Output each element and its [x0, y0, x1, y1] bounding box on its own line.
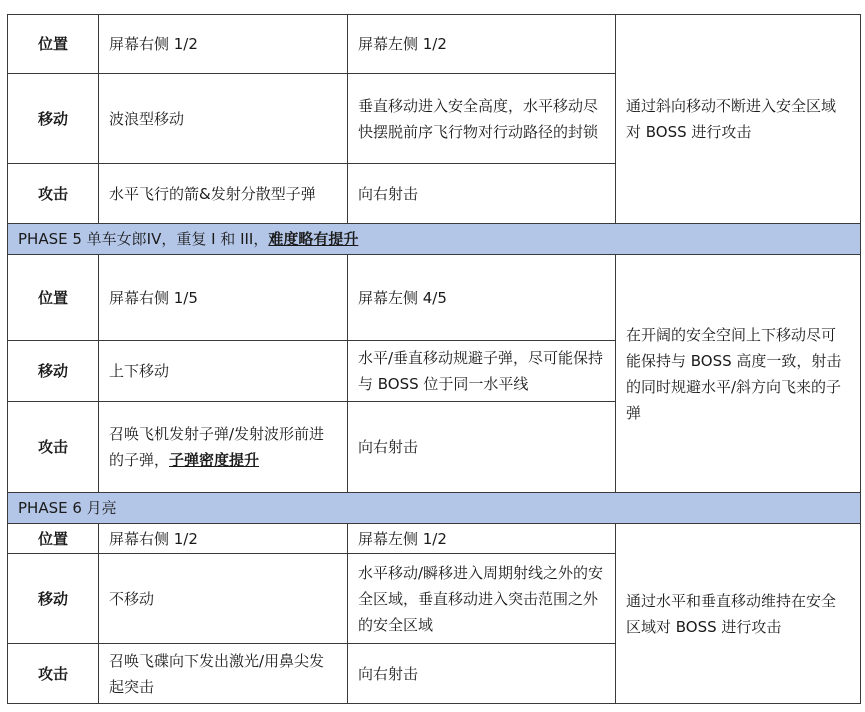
- row-label-attack: 攻击: [8, 644, 99, 704]
- boss-position-cell: 屏幕右侧 1/2: [99, 15, 348, 74]
- boss-attack-cell: 水平飞行的箭&发射分散型子弹: [99, 164, 348, 224]
- strategy-summary-cell: 在开阔的安全空间上下移动尽可能保持与 BOSS 高度一致，射击的同时规避水平/斜方向飞来的子弹: [616, 255, 861, 493]
- boss-phase-table: [7, 14, 861, 704]
- boss-position-cell: 屏幕右侧 1/2: [99, 524, 348, 554]
- player-attack-cell: 向右射击: [348, 164, 616, 224]
- phase-emphasis: 难度略有提升: [268, 230, 359, 248]
- row-label-movement: 移动: [8, 341, 99, 402]
- player-movement-cell: 水平/垂直移动规避子弹，尽可能保持与 BOSS 位于同一水平线: [348, 341, 616, 402]
- phase-header-row: [8, 224, 861, 255]
- strategy-summary-cell: 通过水平和垂直移动维持在安全区域对 BOSS 进行攻击: [616, 524, 861, 704]
- row-label-position: 位置: [8, 524, 99, 554]
- phase-header-row: [8, 493, 861, 524]
- boss-attack-text: 召唤飞机发射子弹/发射波形前进的子弹，: [109, 425, 325, 469]
- row-label-attack: 攻击: [8, 402, 99, 493]
- player-position-cell: 屏幕左侧 1/2: [348, 15, 616, 74]
- player-attack-cell: 向右射击: [348, 402, 616, 493]
- table-row: [8, 524, 861, 554]
- player-attack-cell: 向右射击: [348, 644, 616, 704]
- boss-movement-cell: 上下移动: [99, 341, 348, 402]
- row-label-attack: 攻击: [8, 164, 99, 224]
- boss-attack-cell: 召唤飞碟向下发出激光/用鼻尖发起突击: [99, 644, 348, 704]
- row-label-position: 位置: [8, 255, 99, 341]
- boss-attack-cell: [99, 402, 348, 493]
- boss-attack-emphasis: 子弹密度提升: [169, 451, 260, 469]
- phase-title: PHASE 5 单车女郎IV，重复 I 和 III，: [18, 230, 269, 248]
- row-label-position: 位置: [8, 15, 99, 74]
- row-label-movement: 移动: [8, 554, 99, 644]
- player-movement-cell: 垂直移动进入安全高度，水平移动尽快摆脱前序飞行物对行动路径的封锁: [348, 74, 616, 164]
- boss-position-cell: 屏幕右侧 1/5: [99, 255, 348, 341]
- phase-6-header: PHASE 6 月亮: [8, 493, 861, 524]
- boss-movement-cell: 波浪型移动: [99, 74, 348, 164]
- table-row: [8, 255, 861, 341]
- boss-movement-cell: 不移动: [99, 554, 348, 644]
- player-movement-cell: 水平移动/瞬移进入周期射线之外的安全区域，垂直移动进入突击范围之外的安全区域: [348, 554, 616, 644]
- phase-5-header: [8, 224, 861, 255]
- row-label-movement: 移动: [8, 74, 99, 164]
- strategy-summary-cell: 通过斜向移动不断进入安全区域对 BOSS 进行攻击: [616, 15, 861, 224]
- table-row: [8, 15, 861, 74]
- player-position-cell: 屏幕左侧 4/5: [348, 255, 616, 341]
- player-position-cell: 屏幕左侧 1/2: [348, 524, 616, 554]
